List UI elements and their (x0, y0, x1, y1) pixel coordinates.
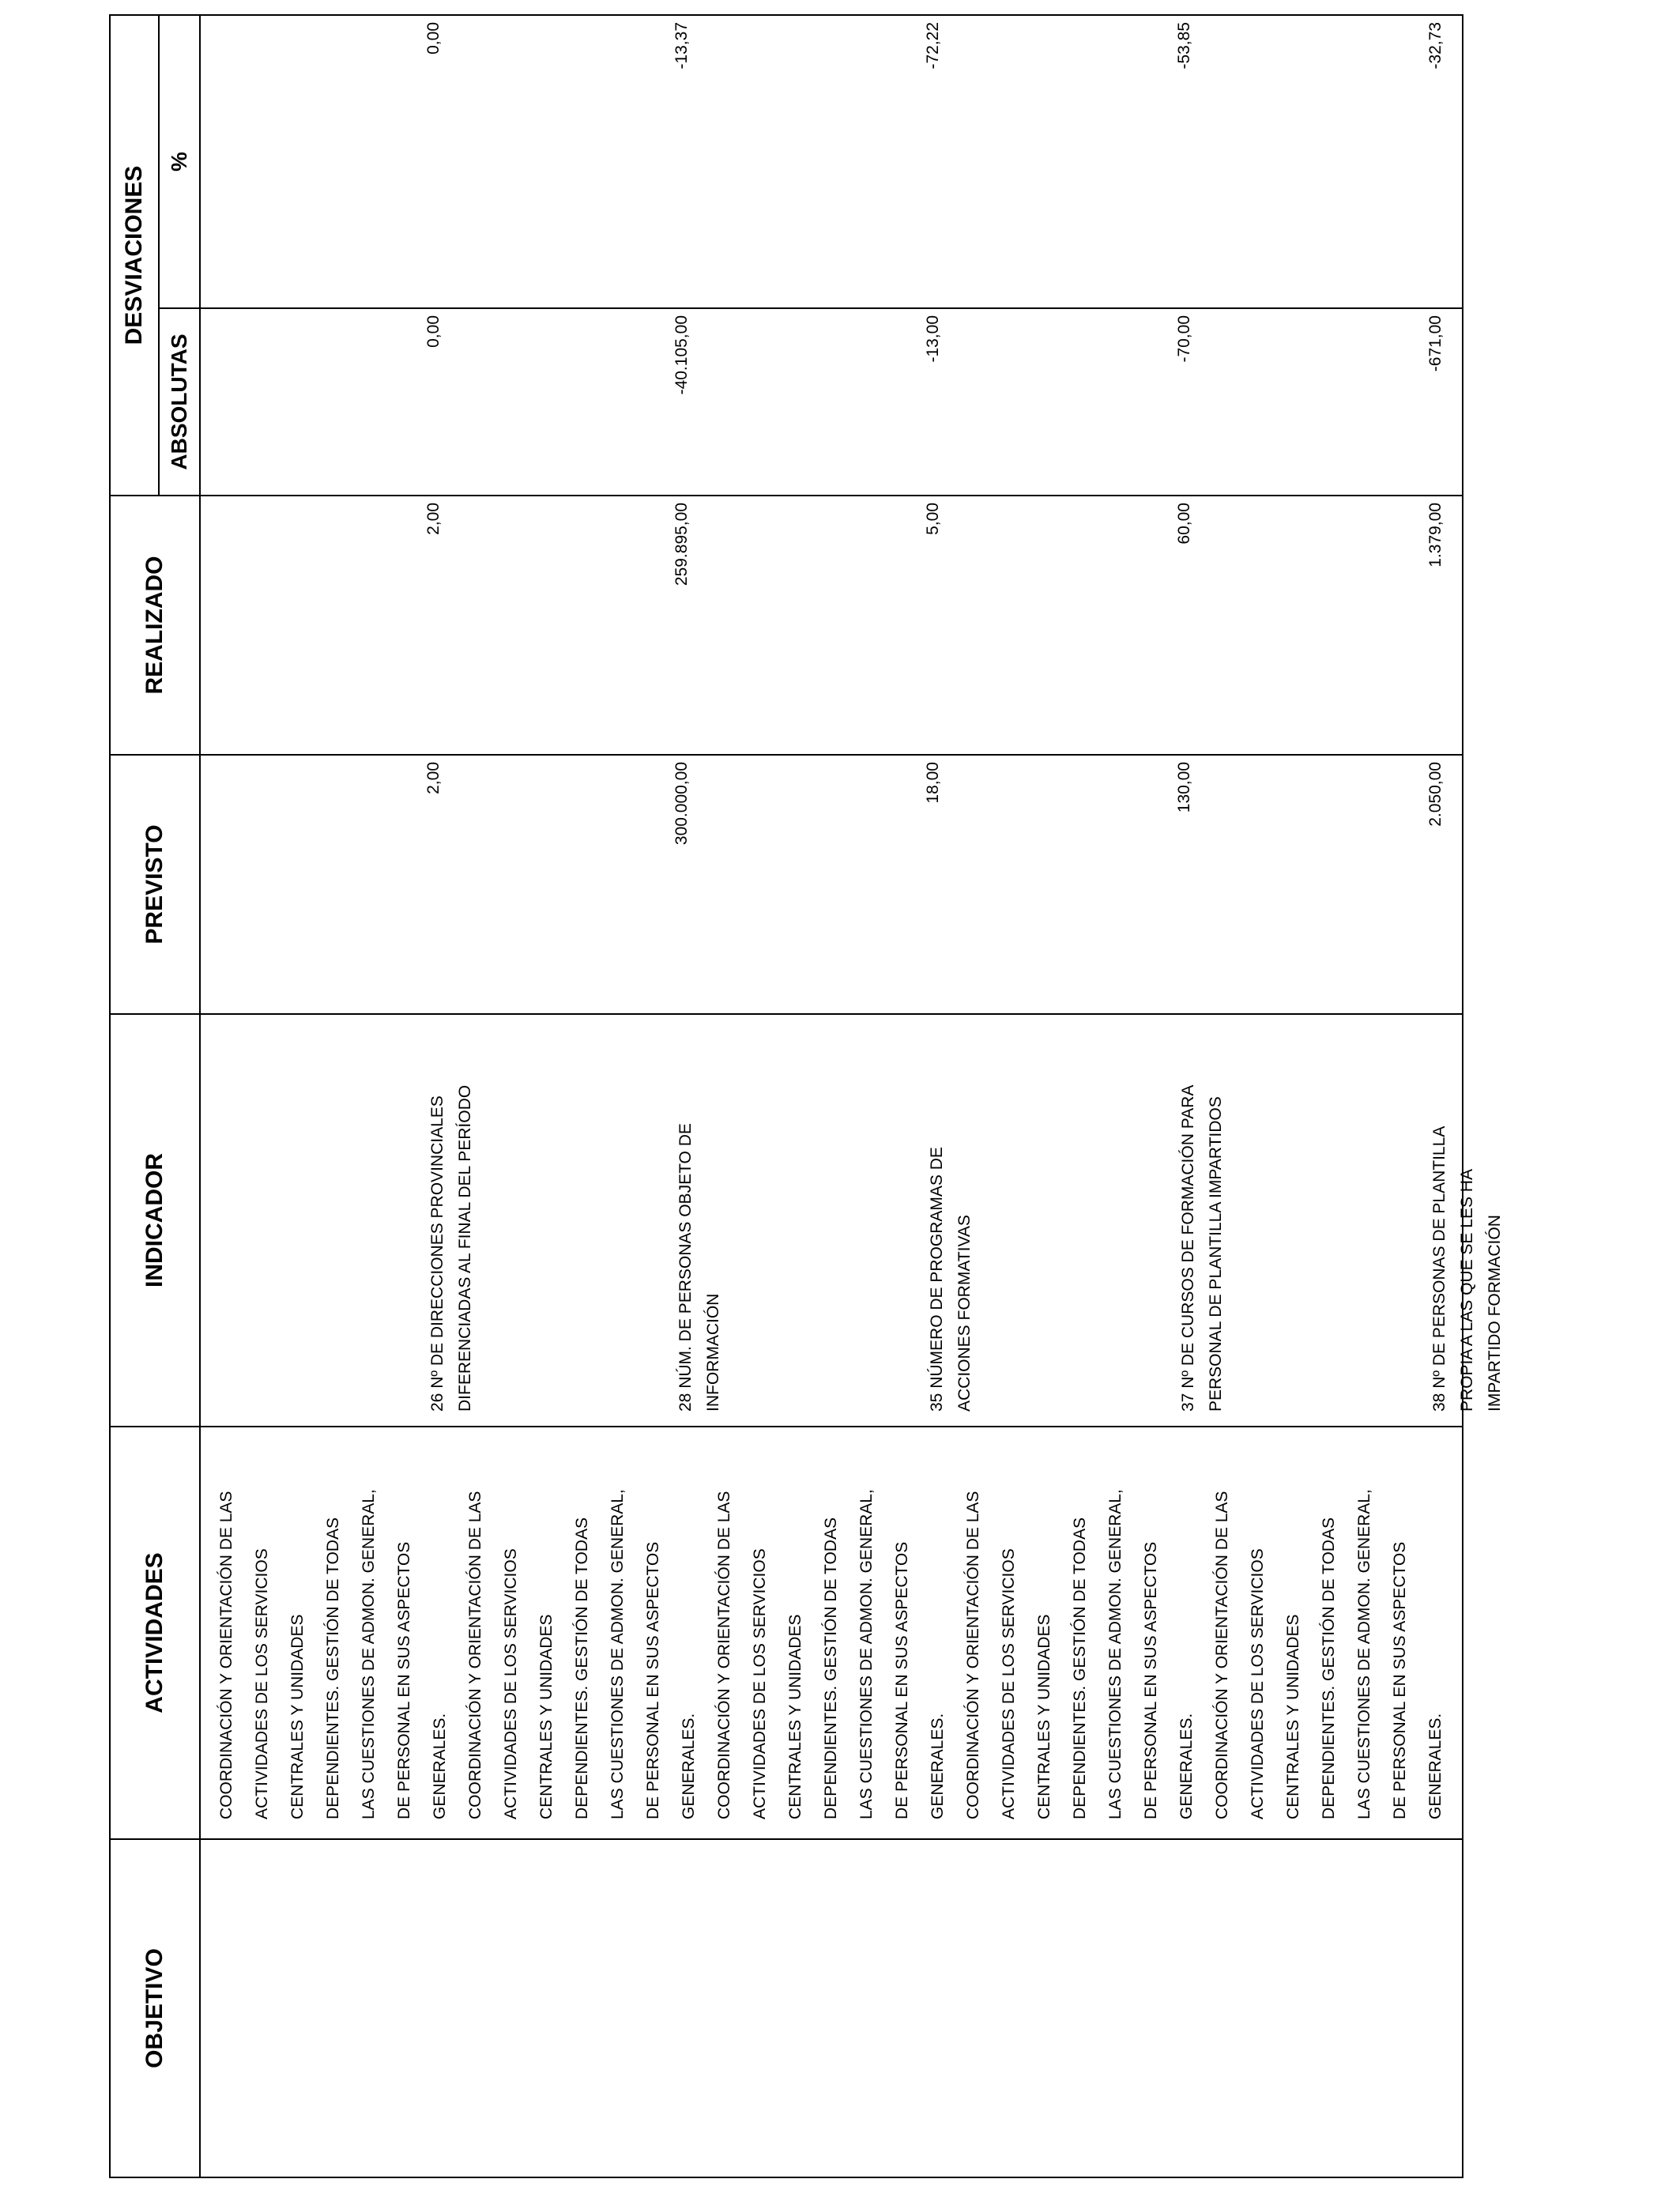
realizado-value: 2,00 (424, 503, 443, 535)
indicador-text: 35 NÚMERO DE PROGRAMAS DE ACCIONES FORMATIVAS (928, 1147, 974, 1412)
porcentaje-value: -32,73 (1426, 22, 1445, 70)
body-row (200, 15, 1463, 2177)
desviaciones-cell (200, 15, 1463, 496)
header-row (110, 15, 200, 2177)
previsto-value: 18,00 (924, 762, 942, 804)
realizado-cell (200, 496, 1463, 755)
header-desviaciones: DESVIACIONES (111, 16, 160, 495)
indicador-cell (200, 1014, 1504, 1427)
realizado-value: 60,00 (1175, 503, 1193, 545)
header-indicador: INDICADOR (110, 1014, 200, 1427)
rotated-page (109, 16, 1504, 2178)
absolutas-value: -671,00 (1426, 315, 1445, 372)
realizado-value: 1.379,00 (1426, 503, 1445, 567)
indicador-text: 26 Nº DE DIRECCIONES PROVINCIALES DIFERENCIADAS AL FINAL DEL PERÍODO (428, 1084, 474, 1412)
actividad-text: COORDINACIÓN Y ORIENTACIÓN DE LAS ACTIVIDADES DE LOS SERVICIOS CENTRALES Y UNIDADES DEPENDIENTES. GESTIÓN DE TODAS LAS CUESTIONES DE ADMON. GENERAL, DE PERSONAL EN SUS ASPECTOS GENERALES. (715, 1489, 947, 1819)
porcentaje-value: 0,00 (424, 22, 443, 55)
header-actividades: ACTIVIDADES (110, 1427, 200, 1839)
absolutas-value: -40.105,00 (672, 315, 691, 395)
indicators-table (109, 14, 1504, 2178)
header-porcentaje: % (167, 152, 191, 172)
previsto-value: 2.050,00 (1426, 762, 1445, 827)
actividad-text: COORDINACIÓN Y ORIENTACIÓN DE LAS ACTIVIDADES DE LOS SERVICIOS CENTRALES Y UNIDADES DEPENDIENTES. GESTIÓN DE TODAS LAS CUESTIONES DE ADMON. GENERAL, DE PERSONAL EN SUS ASPECTOS GENERALES. (466, 1489, 698, 1819)
actividad-text: COORDINACIÓN Y ORIENTACIÓN DE LAS ACTIVIDADES DE LOS SERVICIOS CENTRALES Y UNIDADES DEPENDIENTES. GESTIÓN DE TODAS LAS CUESTIONES DE ADMON. GENERAL, DE PERSONAL EN SUS ASPECTOS GENERALES. (217, 1489, 449, 1819)
porcentaje-value: -53,85 (1175, 22, 1193, 70)
previsto-cell (200, 755, 1463, 1014)
absolutas-value: -70,00 (1175, 315, 1193, 363)
absolutas-value: 0,00 (424, 315, 443, 348)
previsto-value: 300.000,00 (672, 762, 691, 846)
indicador-text: 28 NÚM. DE PERSONAS OBJETO DE INFORMACIÓN (676, 1123, 722, 1412)
header-realizado: REALIZADO (110, 496, 200, 755)
absolutas-value: -13,00 (924, 315, 942, 363)
header-objetivo: OBJETIVO (110, 1839, 200, 2177)
previsto-value: 130,00 (1175, 762, 1193, 813)
header-absolutas: ABSOLUTAS (160, 307, 199, 495)
indicador-text: 37 Nº DE CURSOS DE FORMACIÓN PARA PERSONAL DE PLANTILLA IMPARTIDOS (1179, 1084, 1225, 1412)
objetivo-cell (200, 1839, 1463, 2177)
realizado-value: 259.895,00 (672, 503, 691, 586)
porcentaje-value: -13,37 (672, 22, 691, 70)
actividad-text: COORDINACIÓN Y ORIENTACIÓN DE LAS ACTIVIDADES DE LOS SERVICIOS CENTRALES Y UNIDADES DEPENDIENTES. GESTIÓN DE TODAS LAS CUESTIONES DE ADMON. GENERAL, DE PERSONAL EN SUS ASPECTOS GENERALES. (964, 1489, 1196, 1819)
indicador-text: 38 Nº DE PERSONAS DE PLANTILLA PROPIA A LAS QUE SE LES HA IMPARTIDO FORMACIÓN (1430, 1125, 1504, 1412)
realizado-value: 5,00 (924, 503, 942, 535)
actividad-text: COORDINACIÓN Y ORIENTACIÓN DE LAS ACTIVIDADES DE LOS SERVICIOS CENTRALES Y UNIDADES DEPENDIENTES. GESTIÓN DE TODAS LAS CUESTIONES DE ADMON. GENERAL, DE PERSONAL EN SUS ASPECTOS GENERALES. (1213, 1489, 1445, 1819)
header-previsto: PREVISTO (110, 755, 200, 1014)
header-desviaciones-group (110, 15, 200, 496)
previsto-value: 2,00 (424, 762, 443, 794)
actividades-cell (200, 1427, 1463, 1839)
porcentaje-value: -72,22 (924, 22, 942, 70)
